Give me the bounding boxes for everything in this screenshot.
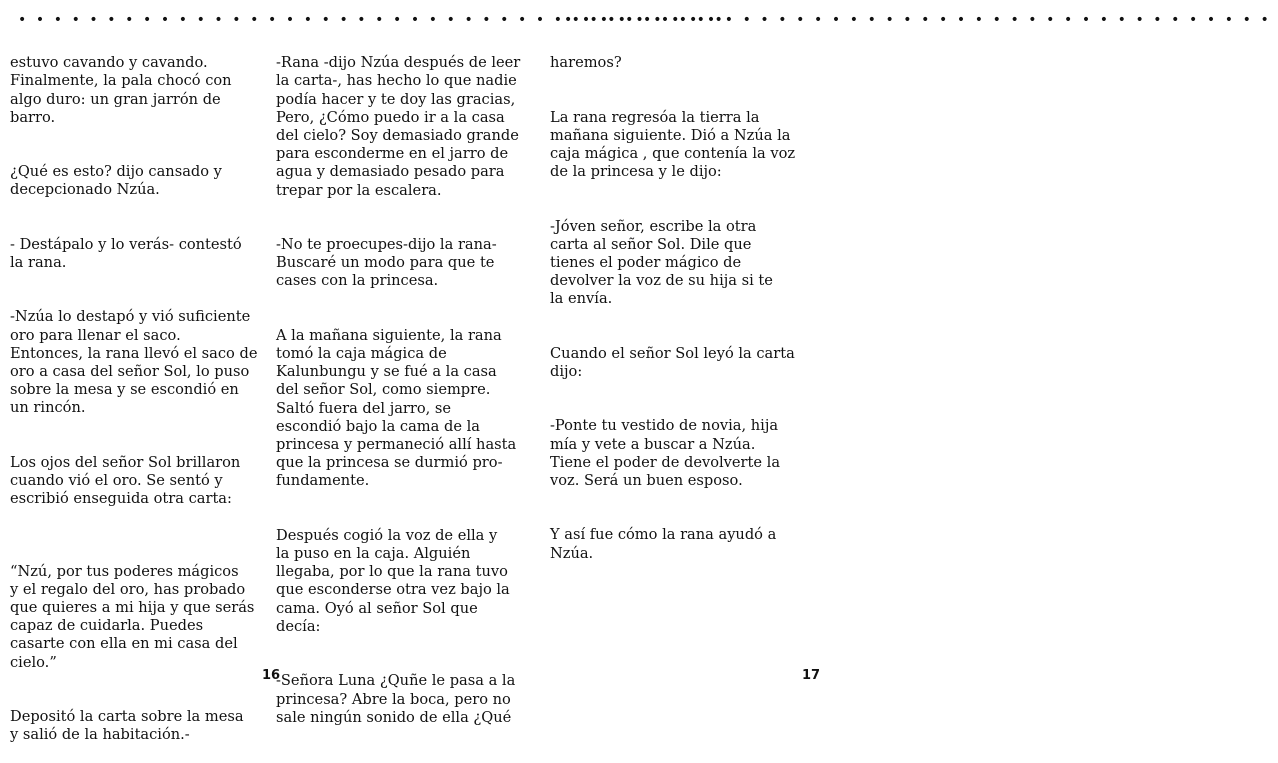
paragraph: ¿Qué es esto? dijo cansado y decepcionado Nzúa. <box>10 163 222 199</box>
paragraph: -Nzúa lo destapó y vió suficiente oro para llenar el saco. Entonces, la rana llevó el saco de oro a casa del señor Sol, lo puso sobre la mesa y se escondió en un rincón. <box>10 308 258 417</box>
paragraph: Y así fue cómo la rana ayudó a Nzúa. <box>550 526 777 562</box>
text-column-1 <box>10 36 272 763</box>
text-column-3 <box>550 36 812 581</box>
dotted-header-rule: •••••••••••••••••••••••••••••••••••••••• <box>18 12 733 28</box>
paragraph: - Destápalo y lo verás- contestó la rana. <box>10 235 242 272</box>
paragraph: La rana regresóa la tierra la mañana siguiente. Dió a Nzúa la caja mágica , que contenía la voz de la princesa y le dijo: <box>550 108 796 181</box>
paragraph: Depositó la carta sobre la mesa y salió de la habitación.- <box>10 708 244 744</box>
paragraph: Después cogió la voz de ella y la puso en la caja. Alguién llegaba, por lo que la rana tuvo que esconderse otra vez bajo la cama. Oyó al señor Sol que decía: <box>276 526 510 635</box>
paragraph: A la mañana siguiente, la rana tomó la caja mágica de Kalunbungu y se fué a la casa del señor Sol, como siempre. Saltó fuera del jarro, se escondió bajo la cama de la princesa y permaneció allí hasta que la princesa se durmió pro- fundamente. <box>276 326 517 490</box>
paragraph: haremos? <box>550 54 622 72</box>
paragraph: Cuando el señor Sol leyó la carta dijo: <box>550 344 795 381</box>
paragraph: estuvo cavando y cavando. Finalmente, la pala chocó con algo duro: un gran jarrón de barro. <box>10 54 232 126</box>
paragraph: -Ponte tu vestido de novia, hija mía y vete a buscar a Nzúa. Tiene el poder de devolverte la voz. Será un buen esposo. <box>550 417 781 490</box>
text-column-2 <box>276 36 538 745</box>
paragraph: -Jóven señor, escribe la otra carta al señor Sol. Dile que tienes el poder mágico de devolver la voz de su hija si te la envía. <box>550 217 773 308</box>
page-number: 16 <box>262 668 281 683</box>
page-number: 17 <box>802 668 821 683</box>
paragraph: “Nzú, por tus poderes mágicos y el regalo del oro, has probado que quieres a mi hija y que serás capaz de cuidarla. Puedes casarte con ella en mi casa del cielo.” <box>10 562 255 671</box>
dotted-header-rule: •••••••••••••••••••••••••••••••••••••••• <box>564 12 1278 28</box>
paragraph: -Rana -dijo Nzúa después de leer la carta-, has hecho lo que nadie podía hacer y te doy las gracias, Pero, ¿Cómo puedo ir a la casa del cielo? Soy demasiado grande para esconderme en el jarro de agua y demasiado pesado para trepar por la escalera. <box>276 54 521 199</box>
paragraph: Los ojos del señor Sol brillaron cuando vió el oro. Se sentó y escribió enseguida otra carta: <box>10 453 241 508</box>
paragraph: -No te proecupes-dijo la rana- Buscaré un modo para que te cases con la princesa. <box>276 236 497 290</box>
right-page <box>540 0 1278 699</box>
paragraph: -Señora Luna ¿Quñe le pasa a la princesa? Abre la boca, pero no sale ningún sonido de ella ¿Qué <box>276 672 516 726</box>
